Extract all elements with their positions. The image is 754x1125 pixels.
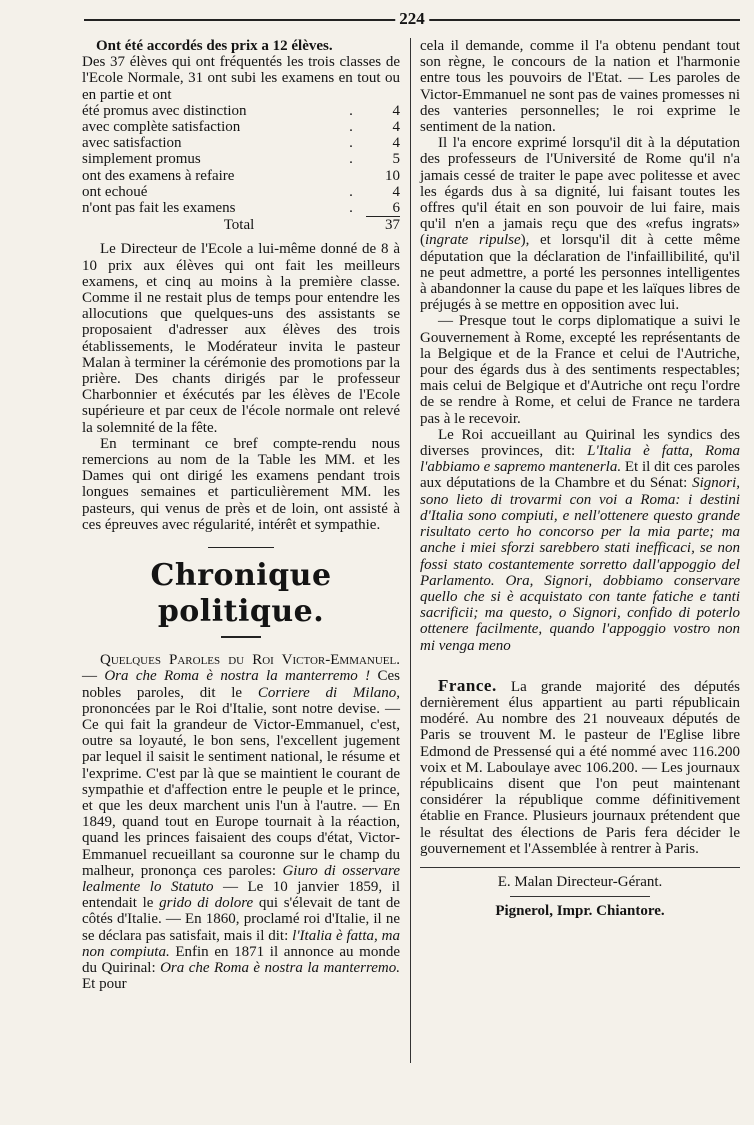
right-column — [420, 38, 740, 919]
quote-statuto: Giuro di osservare lealmente lo Statuto — [82, 862, 400, 895]
text-segment: — Le 10 janvier 1859, il entendait le — [82, 878, 400, 912]
result-label: été promus avec distinction — [82, 102, 247, 119]
text-segment: qui s'élevait de tant de côtés d'Italie. — En 1860, proclamé roi d'Italie, il ne se déclara pas satisfait, mais il dit: — [82, 895, 400, 944]
column-divider — [410, 38, 411, 1063]
result-dot — [336, 168, 366, 184]
quote-signori: Signori, sono lieto di trovarmi con voi a Roma: i destini d'Italia sono compiuti, e nell'ottenere questo grande risultato certo ho concorso per la mia parte; ma anche i miei sforzi sarebbero stati inefficaci, se non fossi stato costantemente sorretto dall'appoggio del Parlamento. Ora, Signori, dobbiamo conservare quello che si è acquistato con tante fatiche e tanti sacrificii; ma questo, o Signori, confido di poterlo ottenere facilmente, quando l'appoggio vostro non mi venga meno — [420, 475, 740, 654]
text-segment: Et il dit ces paroles aux députations de la Chambre et du Sénat: — [420, 459, 741, 492]
diplomatic-paragraph: — Presque tout le corps diplomatique a suivi le Gouvernement à Rome, excepté les représentants de la Belgique et de la France et celui de l'Autriche, pour des égards dus à des sentiments respectables; mais celui de Belgique et d'Autriche ont reçu l'ordre de se rendre à Rome, et celui de France ne tardera pas à le recevoir. — [420, 313, 740, 427]
printer-line: Pignerol, Impr. Chiantore. — [495, 903, 665, 920]
text-segment: , prononcées par le Roi d'Italie, sont notre devise. — Ce qui fait la grandeur de Victor-Emmanuel, c'est, outre sa loyauté, le bon sens, l'excellent jugement par lequel il saisit le sentiment national, le résume et l'exprime. C'est par là que se maintient le courant de sympathie et d'affection entre le peuple et le prince, et que les deux marchent unis l'un à l'autre. — En 1849, quand tout en Europe tournait à la réaction, quand les princes faisaient des coups d'état, Victor-Emmanuel recueillant sa couronne sur le champ du malheur, prononça ces paroles: — [82, 684, 400, 879]
total-row — [82, 217, 400, 234]
quote-roma: Ora che Roma è nostra la manterremo ! — [104, 668, 371, 685]
result-dot: . — [349, 119, 353, 136]
result-dot: . — [349, 183, 353, 200]
result-dot: . — [349, 200, 353, 217]
result-value: 4 — [392, 135, 400, 152]
result-row — [82, 119, 400, 135]
printer-rule — [510, 896, 650, 897]
total-value: 37 — [366, 217, 400, 234]
quote-manterremo: Ora che Roma è nostra la manterremo. — [160, 959, 400, 976]
quote-italia-fatta: L'Italia è fatta, Roma l'abbiamo e sapremo mantenerla. — [420, 443, 740, 476]
result-label: ont echoué — [82, 183, 148, 200]
university-paragraph — [420, 135, 740, 313]
result-label: avec satisfaction — [82, 135, 182, 152]
result-dot: . — [349, 135, 353, 152]
france-label: France. — [438, 675, 497, 695]
result-value: 6 — [392, 200, 400, 217]
quote-grido: grido di dolore — [159, 895, 254, 912]
quote-ripulse: ingrate ripulse — [425, 232, 521, 249]
result-label: avec complète satisfaction — [82, 119, 241, 136]
result-dot: . — [349, 102, 353, 119]
result-value: 4 — [392, 119, 400, 136]
prizes-line: Ont été accordés des prix a 12 élèves. — [96, 38, 333, 54]
text-segment: Le Roi accueillant au Quirinal les syndics des diverses provinces, dit: — [420, 426, 740, 460]
signature-rule — [420, 867, 740, 868]
quirinal-paragraph — [420, 427, 740, 654]
continuation-paragraph: cela il demande, comme il l'a obtenu pendant tout son règne, le concours de la nation et l'harmonie entre tous les pouvoirs de l'Etat. — Les paroles de Victor-Emmanuel ne sont pas de vaines promesses ni des vanteries personnelles; le roi exprime le sentiment de la nation. — [420, 38, 740, 136]
text-segment: Ces nobles paroles, dit le — [82, 668, 400, 701]
left-column — [82, 38, 400, 992]
result-value: 5 — [392, 151, 400, 168]
text-segment: Et pour — [82, 976, 127, 993]
quote-italia: l'Italia è fatta, ma non compiuta. — [82, 927, 400, 960]
result-row — [82, 151, 400, 167]
director-paragraph: Le Directeur de l'Ecole a lui-même donné de 8 à 10 prix aux élèves qui ont fait les meilleurs examens, et cinq au moins à la première classe. Comme il ne restait plus de temps pour entendre les allocutions que quelques-uns des assistants se proposaient d'adresser aux élèves des trois établissements, le Modérateur invita le pasteur Malan à terminer la cérémonie des promotions par la prière. Des chants dirigés par le professeur Charbonnier et éxécutés par les élèves de l'Ecole supérieure et par ceux de l'école normale ont relevé la solemnité de la fête. — [82, 241, 400, 436]
result-dot: . — [349, 151, 353, 168]
exam-results-table — [82, 103, 400, 234]
result-label: n'ont pas fait les examens — [82, 200, 236, 217]
students-summary: Des 37 élèves qui ont fréquentés les trois classes de l'Ecole Normale, 31 ont subi les examens en tout ou en partie et ont — [82, 54, 400, 103]
thanks-paragraph: En terminant ce bref compte-rendu nous remercions au nom de la Table les MM. et les Dames qui ont dirigé les examens pendant trois longues semaines et particulièrement MM. les pasteurs, qui venus de près et de loin, ont assisté à ces épreuves avec régularité, intérêt et sympathie. — [82, 435, 400, 533]
result-value: 10 — [385, 167, 400, 184]
page-header — [84, 8, 740, 30]
result-row — [82, 103, 400, 119]
page-number: 224 — [395, 8, 429, 30]
result-value: 4 — [392, 102, 400, 119]
france-paragraph — [420, 675, 740, 857]
total-label: Total — [223, 216, 255, 233]
title-rule — [221, 636, 261, 638]
result-value: 4 — [392, 183, 400, 200]
section-title: Chronique politique. — [150, 558, 332, 630]
result-row — [82, 184, 400, 200]
result-label: simplement promus — [82, 151, 201, 168]
result-label: ont des examens à refaire — [82, 167, 235, 184]
king-words-paragraph: Quelques Paroles du Roi Victor-Emmanuel. — Ora che Roma è nostra la manterremo ! Ces nobles paroles, dit le Corriere di Milano, prononcées par le Roi d'Italie, sont notre devise. — Ce qui fait la grandeur de Victor-Emmanuel, c'est, outre sa loyauté, le bon sens, l'excellent jugement par lequel il saisit le sentiment national, le résume et l'exprime. C'est par là que se maintient le courant de sympathie et d'affection entre le peuple et le prince, et que les deux marchent unis l'un à l'autre. — En 1849, quand tout en Europe tournait à la réaction, quand les princes faisaient des coups d'état, Victor-Emmanuel recueillant sa couronne sur le champ du malheur, prononça ces paroles: Giuro di osservare lealmente lo Statuto — Le 10 janvier 1859, il entendait le grido di dolore qui s'élevait de tant de côtés d'Italie. — En 1860, proclamé roi d'Italie, il ne se déclara pas satisfait, mais il dit: l'Italia è fatta, ma non compiuta. Enfin en 1871 il annonce au monde du Quirinal: Ora che Roma è nostra la manterremo. Et pour — [82, 652, 400, 993]
result-row — [82, 168, 400, 184]
result-row — [82, 135, 400, 151]
text-segment: Enfin en 1871 il annonce au monde du Quirinal: — [82, 943, 400, 976]
signature: E. Malan Directeur-Gérant. — [497, 873, 663, 890]
result-row — [82, 200, 400, 217]
text-segment: Il l'a encore exprimé lorsqu'il dit à la députation des professeurs de l'Université de Rome qu'il n'a jamais cessé de traiter le pape avec politesse et avec les égards dus à sa dignité, lui faisant toutes les offres qu'il était en son pouvoir de lui faire, mais qu'il n'en a jamais reçu que des «refus ingrats» ( — [420, 135, 740, 249]
section-rule — [208, 547, 274, 548]
king-words-heading: Quelques Paroles du Roi Victor-Emmanuel. — [100, 652, 400, 669]
text-segment: ), et lorsqu'il dit à cette même députation que la déclaration de l'infaillibilité, qu'il ne peut admettre, a porté les personnes intelligentes à abandonner la cause du pape et les laïques libres de préjugés à se mettre en opposition avec lui. — [420, 232, 741, 314]
newspaper-name: Corriere di Milano — [257, 684, 397, 701]
text-segment: La grande majorité des députés dernièrement élus appartient au parti républicain modéré. Au nombre des 21 nouveaux députés de Paris se trouvent M. le pasteur de l'Eglise libre Edmond de Pressensé qui a été nommé avec 116.200 voix et M. Laboulaye avec 106.200. — Les journaux républicains disent que l'on peut maintenant considérer la république comme définitivement établie en France. Plusieurs journaux prétendent que le résultat des élections de Paris fera décider le gouvernement et l'Assemblée à rentrer à Paris. — [420, 678, 740, 857]
